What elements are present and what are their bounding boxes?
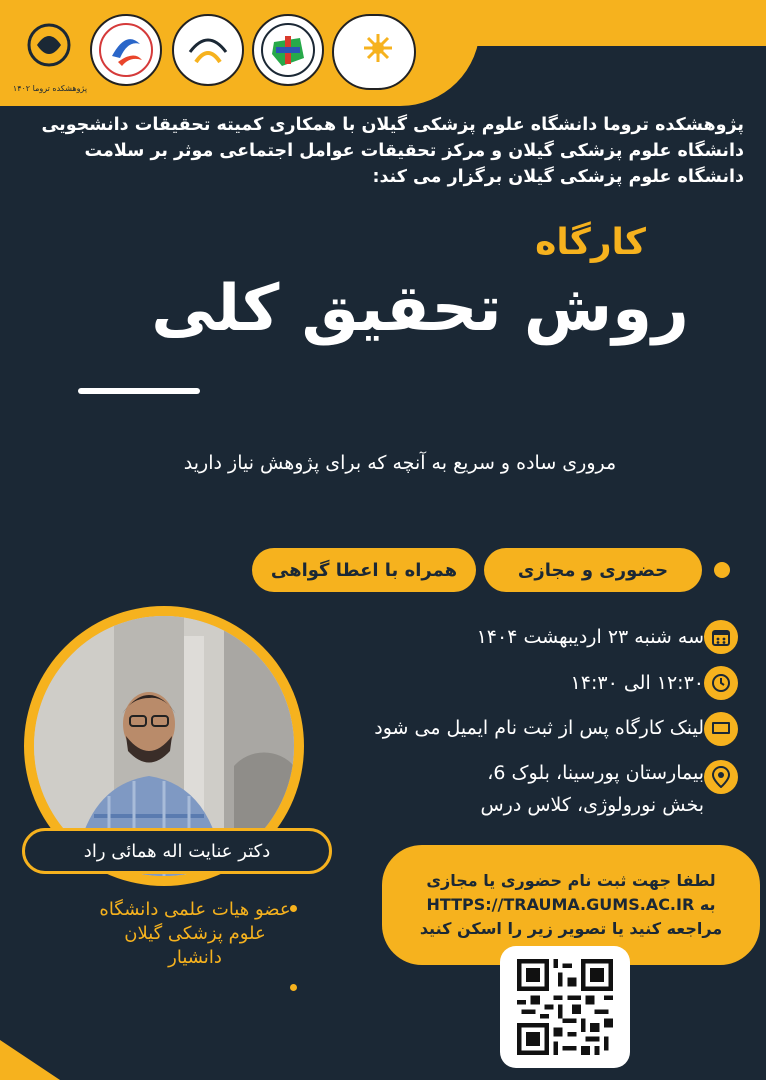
student-research-committee-logo [90,14,162,86]
calendar-icon [704,620,738,654]
time-text: ۱۲:۳۰ الی ۱۴:۳۰ [570,672,704,694]
title-underline [78,388,200,394]
health-research-center-logo [252,14,324,86]
speaker-name: دکتر عنایت اله همائی راد [22,828,332,874]
sdhrc-logo [172,14,244,86]
clock-icon [704,666,738,700]
subtitle: مروری ساده و سریع به آنچه که برای پژوهش نیاز دارید [183,452,617,474]
link-note-text: لینک کارگاه پس از ثبت نام ایمیل می شود [374,717,704,739]
mode-pill: حضوری و مجازی [484,548,702,592]
brain-icon [19,19,79,89]
corner-decoration-bottom [0,1040,60,1080]
location-pin-icon [704,760,738,794]
corner-decoration-top [436,0,766,46]
registration-line-2[interactable]: به HTTPS://TRAUMA.GUMS.AC.IR [426,895,716,914]
trauma-research-center-logo [14,14,84,94]
university-logo [332,14,416,90]
certificate-pill: همراه با اعطا گواهی [252,548,476,592]
registration-line-3: مراجعه کنید یا تصویر زیر را اسکن کنید [419,919,723,938]
date-text: سه شنبه ۲۳ اردیبهشت ۱۴۰۴ [476,626,704,648]
screen-icon [704,712,738,746]
swirl-icon [98,22,154,78]
role-bullet [290,984,297,991]
workshop-title: روش تحقیق کلی [151,272,689,346]
workshop-kicker: کارگاه [535,222,646,263]
location-line-1: بیمارستان پورسینا، بلوک 6، [487,762,704,784]
map-emblem-icon [260,22,316,78]
speaker-role-1: عضو هیات علمی دانشگاه علوم پزشکی گیلان [99,899,291,944]
speaker-role-2: دانشیار [168,947,222,968]
logo-caption: پژوهشکده تروما ۱۴۰۲ [12,84,88,93]
sdhrc-emblem-icon [180,22,236,78]
qr-code[interactable] [500,946,630,1068]
location-line-2: بخش نورولوژی، کلاس درس [480,794,704,816]
star-crescent-icon [336,18,412,86]
speaker-roles [80,898,310,970]
registration-line-1: لطفا جهت ثبت نام حضوری یا مجازی [426,871,716,890]
bullet-dot [714,562,730,578]
intro-paragraph: پژوهشکده تروما دانشگاه علوم پزشکی گیلان با همکاری کمیته تحقیقات دانشجویی دانشگاه علوم پزشکی گیلان و مرکز تحقیقات عوامل اجتماعی موثر بر سلامت دانشگاه علوم پزشکی گیلان برگزار می کند: [41,115,744,187]
